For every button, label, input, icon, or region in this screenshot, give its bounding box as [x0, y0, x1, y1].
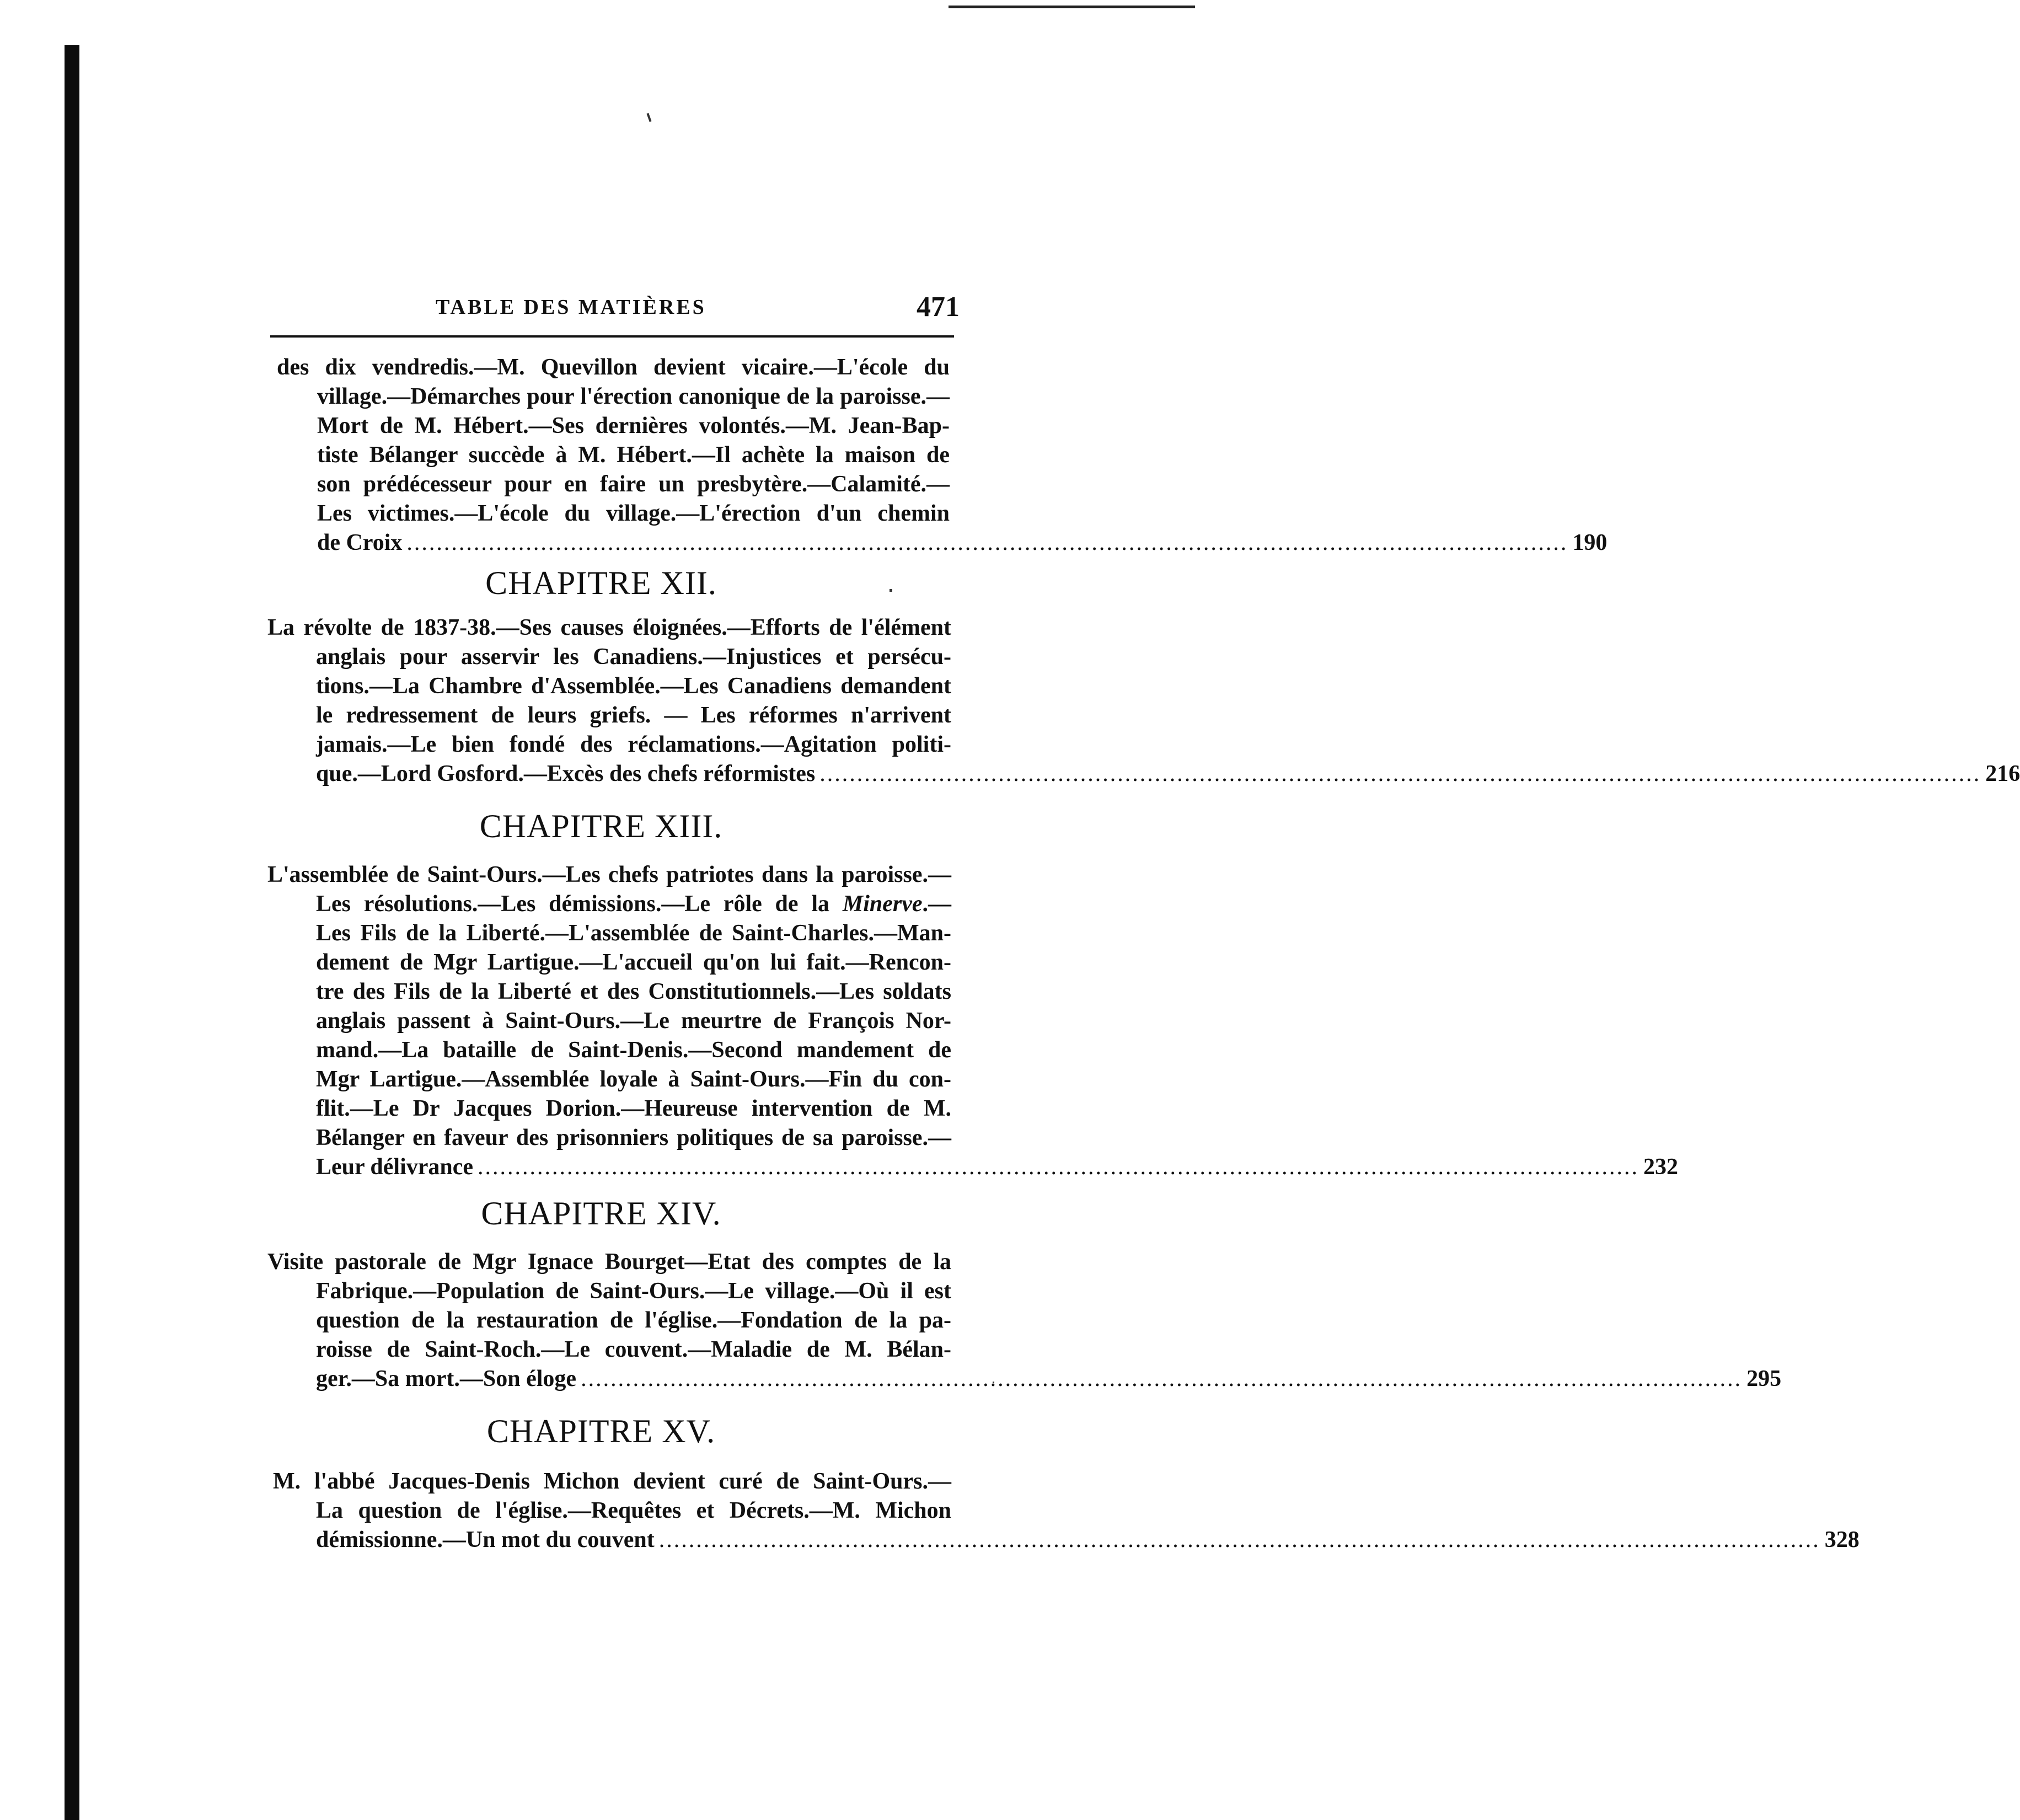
- toc-line: des dix vendredis.—M. Quevillon devient vicaire.—L'école du: [277, 355, 950, 380]
- toc-line-last: [316, 1153, 1679, 1182]
- toc-line: tre des Fils de la Liberté et des Constitutionnels.—Les soldats: [316, 979, 951, 1004]
- toc-line: Mort de M. Hébert.—Ses dernières volontés.—M. Jean-Bap-: [317, 413, 950, 438]
- toc-line-last: [316, 1364, 1782, 1394]
- scan-edge-bar: [65, 45, 79, 1820]
- toc-page-ref: 190: [1572, 530, 1608, 555]
- chapter-heading: CHAPITRE XIV.: [481, 1195, 721, 1232]
- toc-line: anglais pour asservir les Canadiens.—Injustices et persécu-: [316, 644, 951, 670]
- dot-leader: ............................................................................................................................................................: [478, 1154, 1639, 1180]
- toc-line-text: Leur délivrance: [316, 1154, 474, 1180]
- running-title: TABLE DES MATIÈRES: [436, 296, 706, 319]
- toc-entry: [277, 353, 1608, 558]
- toc-line: M. l'abbé Jacques-Denis Michon devient curé de Saint-Ours.—: [273, 1469, 951, 1494]
- toc-line: Les Fils de la Liberté.—L'assemblée de Saint-Charles.—Man-: [316, 920, 951, 946]
- toc-line-text: démissionne.—Un mot du couvent: [316, 1527, 655, 1553]
- scan-top-line: [949, 6, 1195, 8]
- toc-line: le redressement de leurs griefs. — Les réformes n'arrivent: [316, 703, 951, 728]
- toc-page-ref: 216: [1985, 761, 2020, 786]
- page-number: 471: [917, 291, 960, 323]
- toc-line-last: [316, 759, 2020, 789]
- chapter-heading: CHAPITRE XII.: [485, 565, 717, 601]
- toc-line-last: [317, 528, 1608, 558]
- toc-line: Mgr Lartigue.—Assemblée loyale à Saint-Ours.—Fin du con-: [316, 1067, 951, 1092]
- chapter-heading: CHAPITRE XIII.: [479, 808, 723, 844]
- toc-line: tiste Bélanger succède à M. Hébert.—Il achète la maison de: [317, 442, 950, 468]
- toc-line: roisse de Saint-Roch.—Le couvent.—Maladie de M. Bélan-: [316, 1337, 951, 1362]
- toc-entry: [267, 613, 2020, 789]
- running-header: [243, 288, 960, 326]
- dot-leader: ............................................................................................................................................................: [658, 1527, 1820, 1553]
- toc-line: Fabrique.—Population de Saint-Ours.—Le village.—Où il est: [316, 1278, 951, 1304]
- toc-line: dement de Mgr Lartigue.—L'accueil qu'on lui fait.—Rencon-: [316, 950, 951, 975]
- toc-line: tions.—La Chambre d'Assemblée.—Les Canadiens demandent: [316, 673, 951, 699]
- toc-page-ref: 328: [1824, 1527, 1860, 1553]
- header-rule: [270, 335, 954, 338]
- toc-page-ref: 232: [1643, 1154, 1679, 1180]
- toc-line: Les victimes.—L'école du village.—L'érection d'un chemin: [317, 501, 950, 526]
- toc-line-text: que.—Lord Gosford.—Excès des chefs réformistes: [316, 761, 816, 786]
- toc-line: Visite pastorale de Mgr Ignace Bourget—Etat des comptes de la: [267, 1249, 951, 1275]
- toc-line-last: [316, 1525, 1860, 1555]
- toc-entry: [267, 860, 1679, 1182]
- toc-line: question de la restauration de l'église.—Fondation de la pa-: [316, 1308, 951, 1333]
- toc-line: La révolte de 1837-38.—Ses causes éloignées.—Efforts de l'élément: [267, 615, 951, 640]
- toc-line: L'assemblée de Saint-Ours.—Les chefs patriotes dans la paroisse.—: [267, 862, 951, 887]
- toc-line: anglais passent à Saint-Ours.—Le meurtre de François Nor-: [316, 1008, 951, 1034]
- dot-leader: ............................................................................................................................................................: [819, 761, 1981, 786]
- toc-line: La question de l'église.—Requêtes et Décrets.—M. Michon: [316, 1498, 951, 1523]
- toc-line: Bélanger en faveur des prisonniers politiques de sa paroisse.—: [316, 1125, 951, 1150]
- scan-speck: [646, 113, 651, 122]
- chapter-heading: CHAPITRE XV.: [486, 1413, 716, 1449]
- dot-leader: ............................................................................................................................................................: [406, 530, 1568, 555]
- toc-line-text: ger.—Sa mort.—Son éloge: [316, 1366, 577, 1391]
- toc-entry: [273, 1467, 1860, 1555]
- toc-line: mand.—La bataille de Saint-Denis.—Second mandement de: [316, 1037, 951, 1063]
- toc-line-text: de Croix: [317, 530, 403, 555]
- toc-line: flit.—Le Dr Jacques Dorion.—Heureuse intervention de M.: [316, 1096, 951, 1121]
- toc-page-ref: 295: [1746, 1366, 1782, 1391]
- toc-entry: [267, 1248, 1782, 1394]
- toc-line: son prédécesseur pour en faire un presbytère.—Calamité.—: [317, 472, 950, 497]
- toc-line: Les résolutions.—Les démissions.—Le rôle de la Minerve.—: [316, 891, 951, 917]
- toc-line: jamais.—Le bien fondé des réclamations.—Agitation politi-: [316, 732, 951, 757]
- dot-leader: ............................................................................................................................................................: [581, 1366, 1743, 1391]
- toc-line: village.—Démarches pour l'érection canonique de la paroisse.—: [317, 384, 950, 409]
